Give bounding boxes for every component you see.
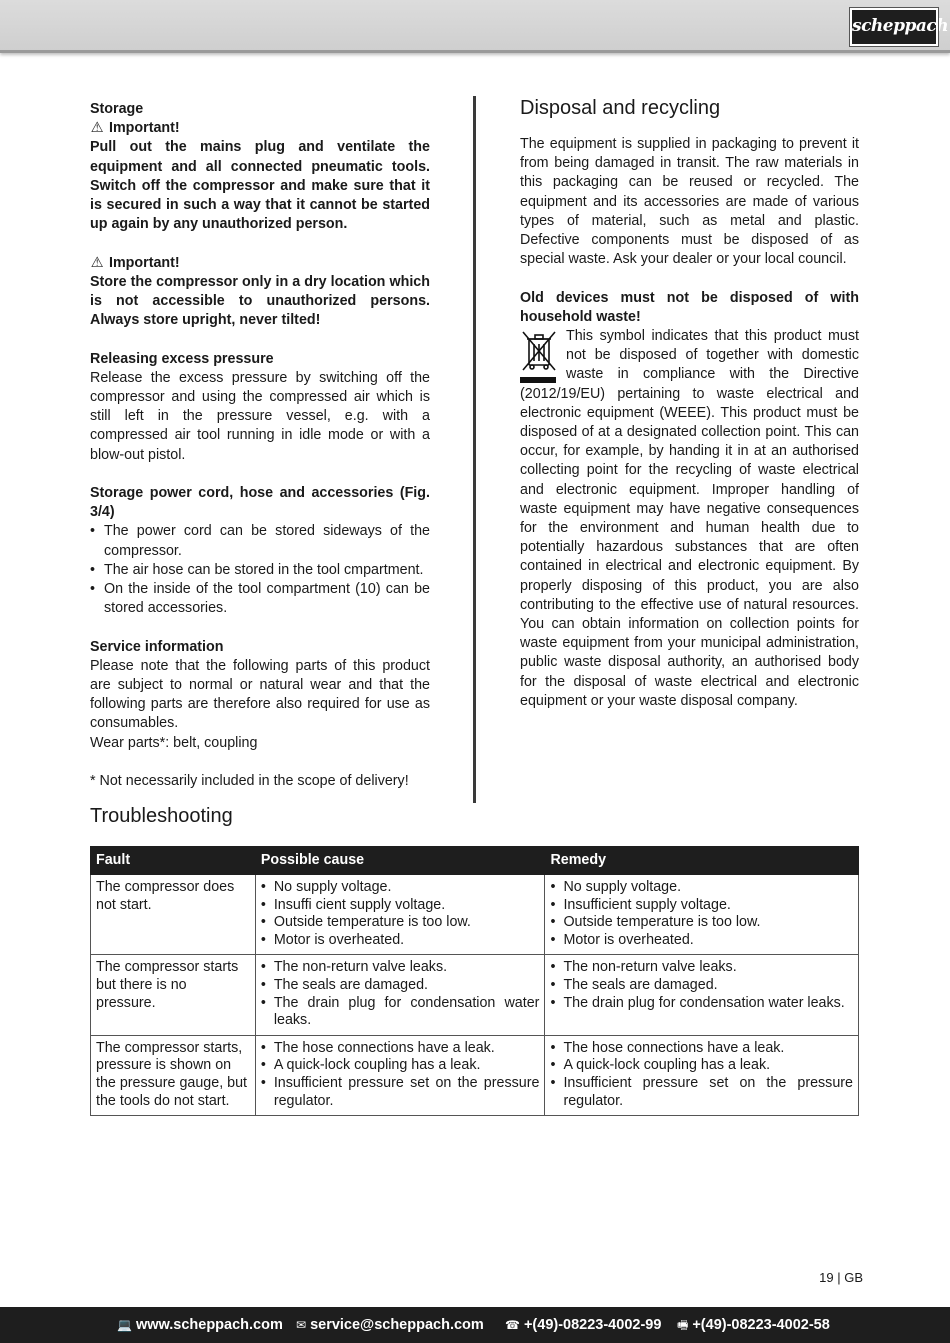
header-bar [0, 0, 950, 53]
remedy-cell [545, 875, 859, 955]
list-item: • On the inside of the tool compartment (10) can be stored accessories. [90, 580, 430, 618]
service-heading: Service information [90, 638, 224, 655]
important-text-2: Store the compressor only in a dry location which is not accessible to unauthorized persons. Always store upright, never tilted! [90, 273, 430, 329]
phone-number: ☎ +(49)-08223-4002-99 [505, 1317, 662, 1333]
list-item: • The power cord can be stored sideways of the compressor. [90, 522, 430, 560]
disposal-heading: Disposal and recycling [520, 97, 721, 119]
scheppach-logo: scheppach [850, 8, 938, 46]
important-label-2: ⚠ Important! [90, 254, 430, 273]
cause-cell [255, 875, 545, 955]
list-item: • The air hose can be stored in the tool cmpartment. [90, 561, 430, 580]
weee-text: This symbol indicates that this product must not be disposed of together with domestic waste in compliance with the Directive (2012/19/EU) pertaining to waste electrical and electronic equipment (WEEE). This product must be disposed of at a designated collection point. This can occur, for example, by handing it in at an authorised collecting point for the recycling of waste electrical and electronic equipment. Improper handling of waste equipment may have negative consequences for the environment and human health due to potentially hazardous substances that are often contained in electrical and electronic equipment. By properly disposing of this product, you are also contributing to the effective use of natural resources. You can obtain information on collection points for waste equipment from your municipal administration, public waste disposal authority, an authorised body for the disposal of waste electrical and electronic equipment or your waste disposal company. [520, 328, 859, 709]
important-label-1: ⚠ Important! [90, 119, 430, 138]
cause-cell [255, 955, 545, 1035]
phone-icon: ☎ [505, 1318, 520, 1332]
footnote: * Not necessarily included in the scope of delivery! [90, 773, 409, 790]
fault-cell: The compressor starts, pressure is shown on the pressure gauge, but the tools do not start. [91, 1035, 256, 1115]
column-divider [473, 96, 476, 803]
list-item: • Outside temperature is too low. [550, 914, 853, 932]
list-item: • A quick-lock coupling has a leak. [261, 1057, 540, 1075]
fax-icon: 🖷 [677, 1318, 689, 1332]
list-item: • The hose connections have a leak. [550, 1040, 853, 1058]
list-item: • The hose connections have a leak. [261, 1040, 540, 1058]
footer-bar [0, 1307, 950, 1343]
wear-parts: Wear parts*: belt, coupling [90, 734, 258, 751]
list-item: • The non-return valve leaks. [261, 959, 540, 977]
list-item: • Outside temperature is too low. [261, 914, 540, 932]
computer-icon: 💻 [117, 1318, 132, 1332]
fault-cell: The compressor does not start. [91, 875, 256, 955]
warning-icon: ⚠ [90, 120, 104, 137]
warning-icon: ⚠ [90, 254, 104, 271]
table-row [91, 875, 859, 955]
fault-cell: The compressor starts but there is no pressure. [91, 955, 256, 1035]
page-number: 19 | GB [819, 1270, 863, 1285]
list-item: • No supply voltage. [550, 879, 853, 897]
releasing-text: Release the excess pressure by switching off the compressor and using the compressed air which is still left in the pressure vessel, e.g. with a compressed air tool running in idle mode or with a blow-out pistol. [90, 369, 430, 463]
table-header-row [91, 847, 859, 875]
list-item: • Motor is overheated. [261, 932, 540, 950]
list-item: • The drain plug for condensation water leaks. [550, 995, 853, 1013]
old-devices-heading: Old devices must not be disposed of with household waste! [520, 289, 859, 325]
important-text-1: Pull out the mains plug and ventilate the equipment and all connected pneumatic tools. Switch off the compressor and make sure that it is secured in such a way that it cannot be started up again by any unauthorized person. [90, 139, 430, 233]
service-text: Please note that the following parts of this product are subject to normal or natural wear and that the following parts are therefore also required for use as consumables. [90, 657, 430, 732]
list-item: • Motor is overheated. [550, 932, 853, 950]
remedy-cell [545, 1035, 859, 1115]
email-link[interactable]: ✉ service@scheppach.com [296, 1317, 484, 1333]
list-item: • The non-return valve leaks. [550, 959, 853, 977]
list-item: • Insufficient supply voltage. [550, 897, 853, 915]
column-header: Remedy [545, 847, 859, 875]
storage-cord-list [90, 522, 430, 618]
cause-cell [255, 1035, 545, 1115]
list-item: • The seals are damaged. [261, 977, 540, 995]
storage-heading: Storage [90, 101, 144, 117]
remedy-cell [545, 955, 859, 1035]
list-item: • The drain plug for condensation water leaks. [261, 995, 540, 1030]
table-row [91, 955, 859, 1035]
releasing-heading: Releasing excess pressure [90, 350, 274, 367]
column-header: Possible cause [255, 847, 545, 875]
list-item: • The seals are damaged. [550, 977, 853, 995]
storage-cord-heading: Storage power cord, hose and accessories (Fig. 3/4) [90, 485, 430, 521]
disposal-intro: The equipment is supplied in packaging to prevent it from being damaged in transit. The raw materials in this packaging can be reused or recycled. The equipment and its accessories are made of various types of material, such as metal and plastic. Defective components must be disposed of as special waste. Ask your dealer or your local council. [520, 136, 859, 268]
fax-number: 🖷 +(49)-08223-4002-58 [677, 1317, 830, 1333]
right-column [520, 95, 859, 711]
list-item: • Insufficient pressure set on the pressure regulator. [261, 1075, 540, 1110]
column-header: Fault [91, 847, 256, 875]
website-link[interactable]: 💻 www.scheppach.com [117, 1317, 283, 1333]
table-row [91, 1035, 859, 1115]
left-column [90, 100, 430, 791]
mail-icon: ✉ [296, 1318, 307, 1332]
troubleshooting-heading: Troubleshooting [90, 805, 233, 827]
list-item: • Insufficient pressure set on the pressure regulator. [550, 1075, 853, 1110]
list-item: • A quick-lock coupling has a leak. [550, 1057, 853, 1075]
troubleshooting-table [90, 846, 859, 1116]
list-item: • Insuffi cient supply voltage. [261, 897, 540, 915]
list-item: • No supply voltage. [261, 879, 540, 897]
weee-bin-icon [520, 329, 560, 383]
